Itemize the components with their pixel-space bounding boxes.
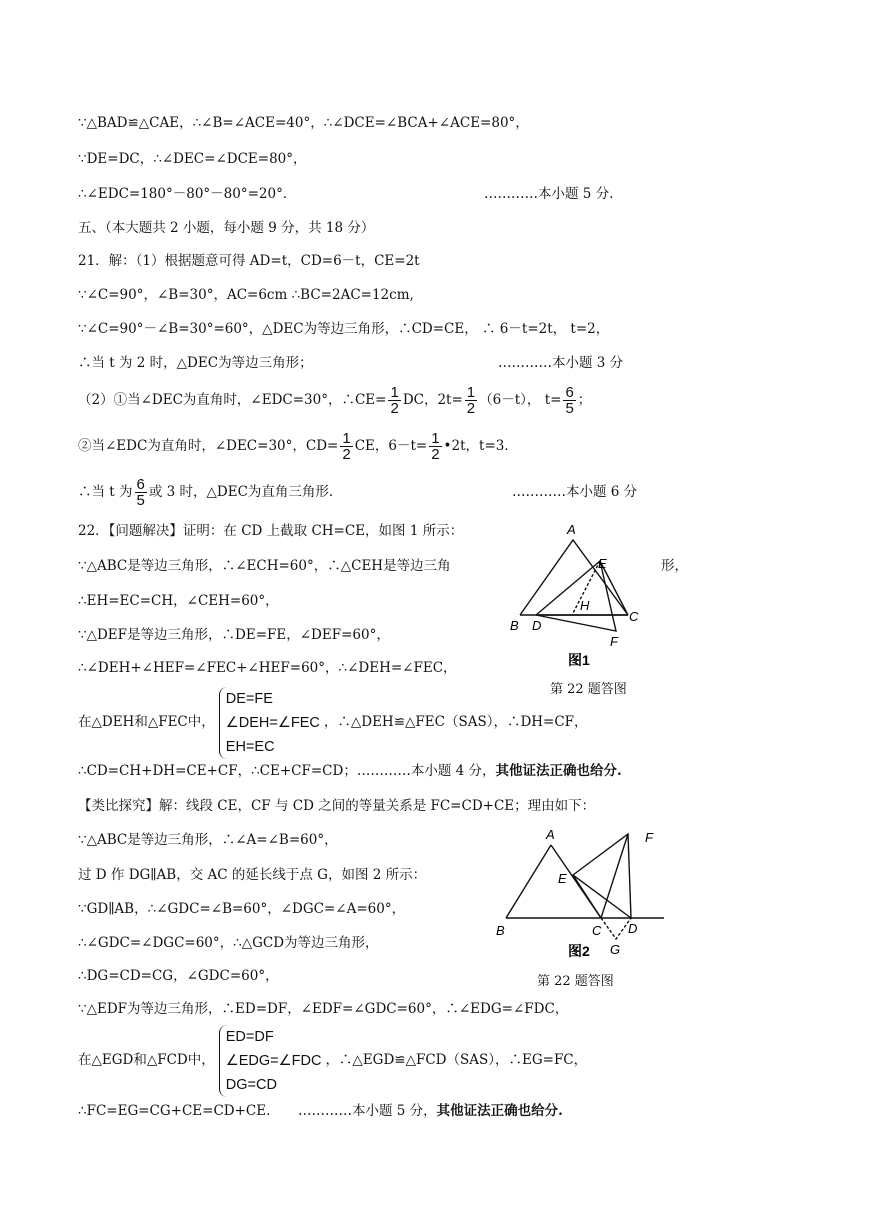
q22-system-line: 在△DEH和△FEC中， DE=FE ∠DEH=∠FEC EH=EC ，∴△DEH≌△FEC（SAS），∴DH=CF， [78, 684, 588, 760]
fig1-label-a: A [567, 522, 576, 537]
q22-final-line: ∴FC=EG=CG+CE=CD+CE. [78, 1103, 271, 1119]
q22-line: ∵GD∥AB，∴∠GDC=∠B=60°，∠DGC=∠A=60°， [78, 901, 406, 917]
q22-analogy-intro: 【类比探究】解：线段 CE，CF 与 CD 之间的等量关系是 FC=CD+CE；理由如下： [78, 798, 596, 814]
q21-conclusion: ∴当 t 为 $\frac{6}{5}$ 或 3 时，△DEC为直角三角形. [78, 476, 334, 509]
q22-final-score: …………本小题 5 分，其他证法正确也给分. [298, 1103, 563, 1119]
q22-line: ∴CD=CH+DH=CE+CF，∴CE+CF=CD；…………本小题 4 分，其他证法正确也给分. [78, 763, 622, 779]
line-edc: ∴∠EDC=180°－80°－80°=20°． [78, 186, 297, 202]
fig1-label-c: C [629, 609, 639, 624]
q22-line: 过 D 作 DG∥AB，交 AC 的延长线于点 G，如图 2 所示： [78, 867, 427, 883]
fig2-label-b: B [496, 923, 505, 938]
q22-line: ∵△ABC是等边三角形，∴∠A=∠B=60°， [78, 832, 338, 848]
equation-system: ED=DF ∠EDG=∠FDC DG=CD [219, 1025, 322, 1097]
figure-2-diagram [488, 825, 668, 965]
fraction: $\frac{1}{2}$ [466, 384, 476, 417]
figure-1-diagram [500, 520, 660, 680]
fig2-label-d: D [628, 921, 638, 936]
fraction: $\frac{6}{5}$ [565, 384, 574, 417]
section-heading: 五、（本大题共 2 小题，每小题 9 分，共 18 分） [78, 220, 375, 236]
fraction: $\frac{1}{2}$ [342, 430, 351, 463]
q22-line: ∴DG=CD=CG，∠GDC=60°， [78, 968, 279, 984]
q21-part2-line: ②当∠EDC为直角时，∠DEC=30°，CD= $\frac{1}{2}$ CE，6－t= $\frac{1}{2}$ •2t，t=3． [78, 430, 518, 463]
fraction: $\frac{1}{2}$ [390, 384, 399, 417]
figure-1-caption: 第 22 题答图 [550, 682, 627, 697]
q22-line: ∴EH=EC=CH，∠CEH=60°， [78, 593, 279, 609]
score-note: …………本小题 3 分 [498, 355, 624, 371]
line-congruence: ∵△BAD≌△CAE，∴∠B=∠ACE=40°，∴∠DCE=∠BCA+∠ACE=80°， [78, 115, 529, 131]
fig2-label-f: F [645, 830, 653, 845]
q22-line-end: 形， [661, 558, 688, 574]
fig1-label-h: H [580, 598, 590, 613]
fraction: $\frac{6}{5}$ [136, 476, 145, 509]
q21-line: ∵∠C=90°，∠B=30°，AC=6cm ∴BC=2AC=12cm, [78, 287, 414, 303]
q22-line: ∴∠DEH+∠HEF=∠FEC+∠HEF=60°，∴∠DEH=∠FEC， [78, 660, 457, 676]
figure-2-caption: 第 22 题答图 [537, 974, 614, 989]
q22-line: ∵△EDF为等边三角形，∴ED=DF，∠EDF=∠GDC=60°，∴∠EDG=∠FDC， [78, 1001, 569, 1017]
q21-line: ∵∠C=90°－∠B=30°=60°，△DEC为等边三角形，∴CD=CE， ∴ 6－t=2t， t=2， [78, 321, 610, 337]
fig1-label-b: B [510, 618, 519, 633]
fig1-label-d: D [532, 618, 542, 633]
fig1-title: 图1 [568, 652, 590, 668]
q22-line: ∵△DEF是等边三角形，∴DE=FE，∠DEF=60°， [78, 627, 390, 643]
q22-system-line: 在△EGD和△FCD中， ED=DF ∠EDG=∠FDC DG=CD ，∴△EGD≌△FCD（SAS），∴EG=FC， [78, 1022, 587, 1098]
q22-intro: 22．【问题解决】证明：在 CD 上截取 CH=CE，如图 1 所示： [78, 523, 464, 539]
fig1-label-e: E [598, 556, 607, 571]
fig2-label-c: C [592, 923, 602, 938]
q21-intro: 21．解：（1）根据题意可得 AD=t，CD=6－t，CE=2t [78, 253, 420, 269]
fraction: $\frac{1}{2}$ [431, 430, 440, 463]
fig2-title: 图2 [568, 943, 590, 959]
q21-part2-line: （2）①当∠DEC为直角时，∠EDC=30°，∴CE= $\frac{1}{2}$ DC，2t= $\frac{1}{2}$ （6－t）， t= $\frac{6}{5}$ ； [78, 384, 592, 417]
equation-system: DE=FE ∠DEH=∠FEC EH=EC [219, 687, 320, 759]
fig2-label-g: G [610, 942, 621, 957]
q22-line: ∴∠GDC=∠DGC=60°，∴△GCD为等边三角形， [78, 935, 379, 951]
q21-line: ∴当 t 为 2 时，△DEC为等边三角形； [78, 355, 313, 371]
score-note: …………本小题 6 分 [512, 484, 638, 500]
score-note: …………本小题 5 分. [484, 186, 614, 202]
fig1-label-f: F [610, 634, 618, 649]
q22-line: ∵△ABC是等边三角形，∴∠ECH=60°，∴△CEH是等边三角 [78, 558, 451, 574]
fig2-label-e: E [558, 871, 567, 886]
fig2-label-a: A [546, 827, 555, 842]
line-dec: ∵DE=DC，∴∠DEC=∠DCE=80°， [78, 151, 307, 167]
